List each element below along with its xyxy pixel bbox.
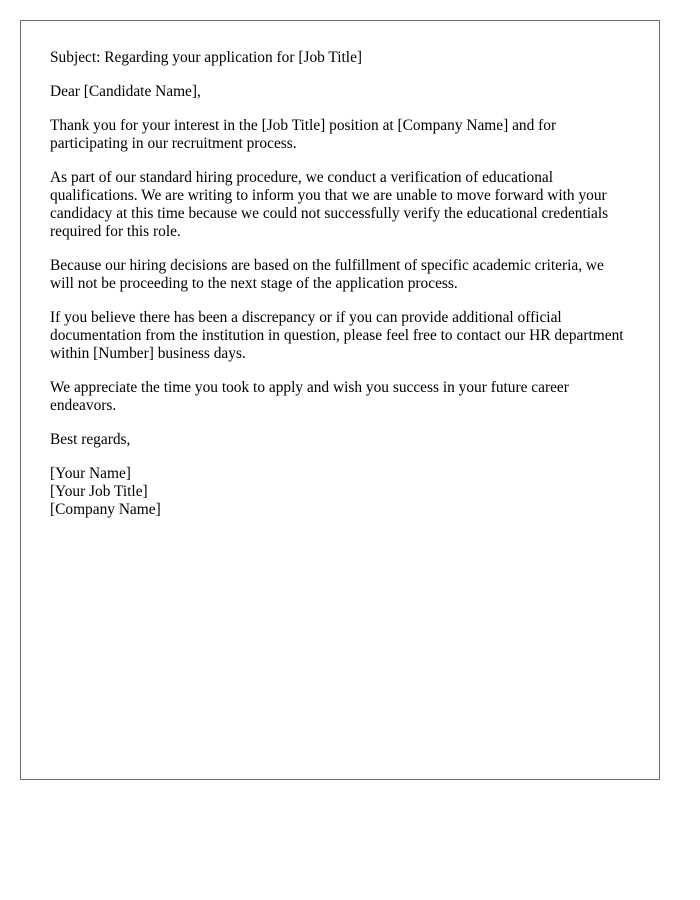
- letter-paragraph-discrepancy: If you believe there has been a discrepancy or if you can provide additional official documentation from the institution in question, please feel free to contact our HR department within [Number] business days.: [50, 309, 624, 362]
- letter-frame: [20, 20, 660, 780]
- letter-paragraph-decision: Because our hiring decisions are based on the fulfillment of specific academic criteria, we will not be proceeding to the next stage of the application process.: [50, 257, 604, 292]
- letter-paragraph-verification: As part of our standard hiring procedure, we conduct a verification of educational qualifications. We are writing to inform you that we are unable to move forward with your candidacy at this time because we could not successfully verify the educational credentials required for this role.: [50, 169, 609, 240]
- signature-company: [Company Name]: [50, 501, 161, 518]
- letter-paragraph-intro: Thank you for your interest in the [Job Title] position at [Company Name] and for participating in our recruitment process.: [50, 117, 557, 152]
- letter-subject: Subject: Regarding your application for [Job Title]: [50, 49, 363, 66]
- letter-closing: Best regards,: [50, 431, 131, 448]
- signature-job-title: [Your Job Title]: [50, 483, 148, 500]
- letter-paragraph-appreciation: We appreciate the time you took to apply and wish you success in your future career endeavors.: [50, 379, 569, 414]
- signature-block: [50, 465, 630, 519]
- signature-name: [Your Name]: [50, 465, 131, 482]
- letter-body: [50, 49, 630, 519]
- letter-salutation: Dear [Candidate Name],: [50, 83, 201, 100]
